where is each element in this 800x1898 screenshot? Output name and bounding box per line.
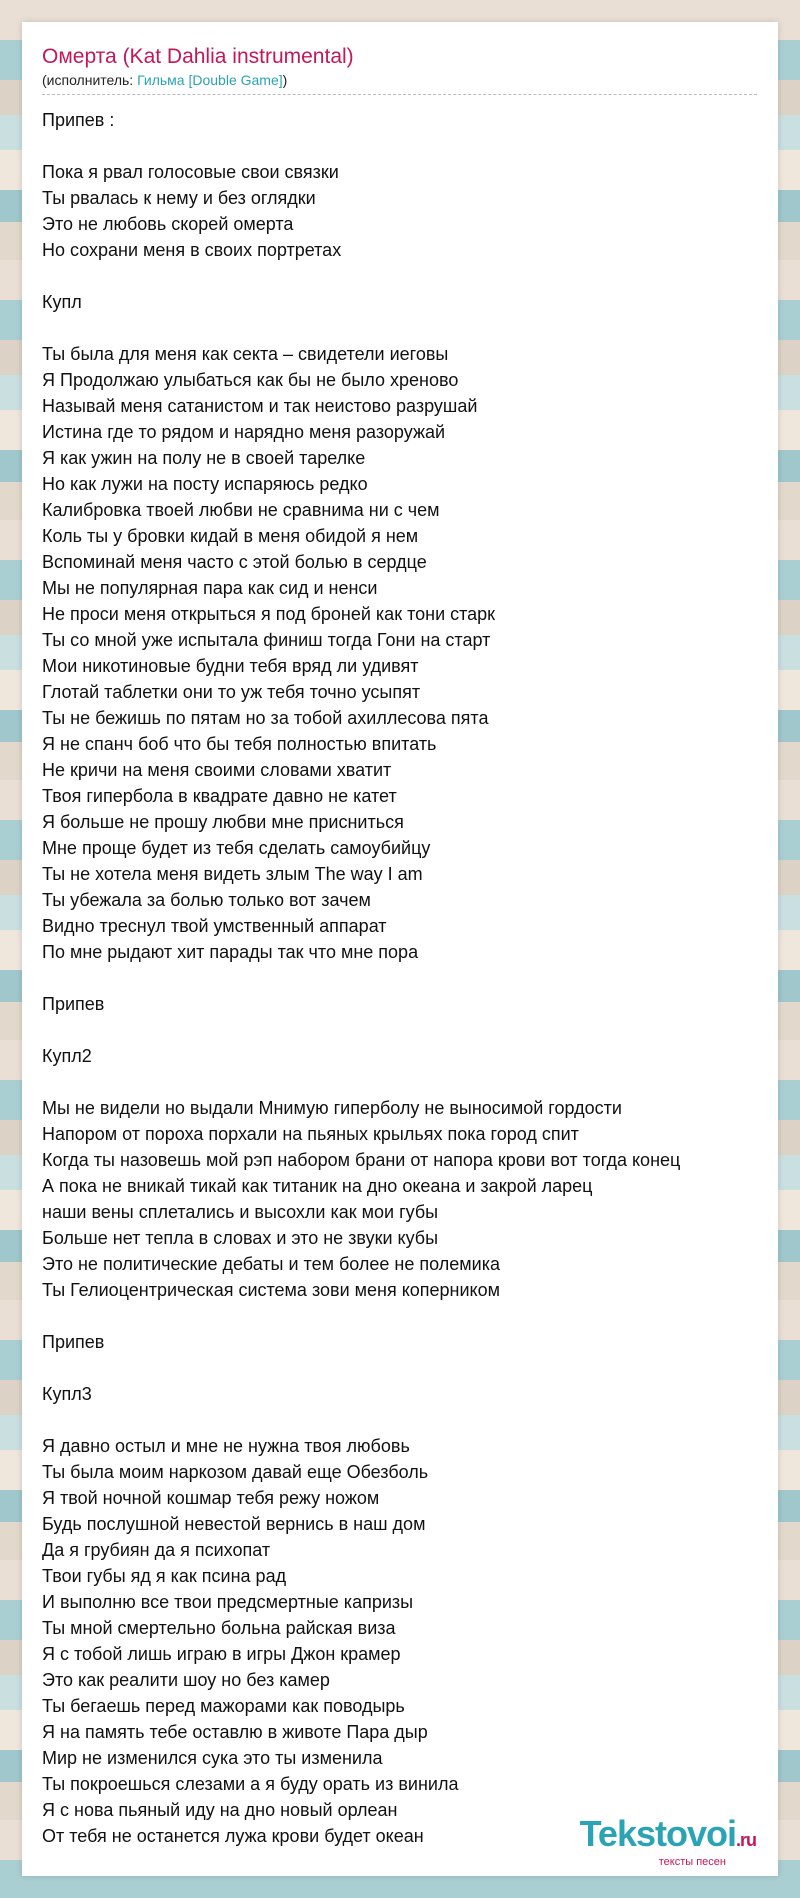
artist-suffix: ) — [282, 72, 288, 88]
artist-line — [42, 70, 757, 95]
logo-main-text: Tekstovoi — [579, 1813, 736, 1854]
site-logo[interactable] — [536, 1814, 756, 1876]
logo-tagline: тексты песен — [658, 1856, 726, 1868]
lyrics-card — [22, 22, 778, 1876]
artist-prefix: (исполнитель: — [42, 72, 138, 88]
artist-link[interactable]: Гильма [Double Game] — [137, 72, 283, 88]
song-title: Омерта (Kat Dahlia instrumental) — [42, 45, 354, 68]
lyrics-text: Припев : Пока я рвал голосовые свои связки Ты рвалась к нему и без оглядки Это не любовь скорей омерта Но сохрани меня в своих портретах Купл Ты была для меня как секта – свидетели иеговы Я Продолжаю улыбаться как бы не было хреново Называй меня сатанистом и так неистово разрушай Истина где то рядом и нарядно меня разоружай Я как ужин на полу не в своей тарелке Но как лужи на посту испаряюсь редко Калибровка твоей любви не сравнима ни с чем Коль ты у бровки кидай в меня обидой я нем Вспоминай меня часто с этой болью в сердце Мы не популярная пара как сид и ненси Не проси меня открыться я под броней как тони старк Ты со мной уже испытала финиш тогда Гони на старт Мои никотиновые будни тебя вряд ли удивят Глотай таблетки они то уж тебя точно усыпят Ты не бежишь по пятам но за тобой ахиллесова пята Я не спанч боб что бы тебя полностью впитать Не кричи на меня своими словами хватит Твоя гипербола в квадрате давно не катет Я больше не прошу любви мне присниться Мне проще будет из тебя сделать самоубийцу Ты не хотела меня видеть злым The way I am Ты убежала за болью только вот зачем Видно треснул твой умственный аппарат По мне рыдают хит парады так что мне пора Припев Купл2 Мы не видели но выдали Мнимую гиперболу не выносимой гордости Напором от пороха порхали на пьяных крыльях пока город спит Когда ты назовешь мой рэп набором брани от напора крови вот тогда конец А пока не вникай тикай как титаник на дно океана и закрой ларец наши вены сплетались и высохли как мои губы Больше нет тепла в словах и это не звуки кубы Это не политические дебаты и тем более не полемика Ты Гелиоцентрическая система зови меня коперником Припев Купл3 Я давно остыл и мне не нужна твоя любовь Ты была моим наркозом давай еще Обезболь Я твой ночной кошмар тебя режу ножом Будь послушной невестой вернись в наш дом Да я грубиян да я психопат Твои губы яд я как псина рад И выполню все твои предсмертные капризы Ты мной смертельно больна райская виза Я с тобой лишь играю в игры Джон крамер Это как реалити шоу но без камер Ты бегаешь перед мажорами как поводырь Я на память тебе оставлю в животе Пара дыр Мир не изменился сука это ты изменила Ты покроешься слезами а я буду орать из винила Я с нова пьяный иду на дно новый орлеан От тебя не останется лужа крови будет океан — [42, 110, 681, 1846]
logo-tld-text: .ru — [735, 1830, 756, 1850]
